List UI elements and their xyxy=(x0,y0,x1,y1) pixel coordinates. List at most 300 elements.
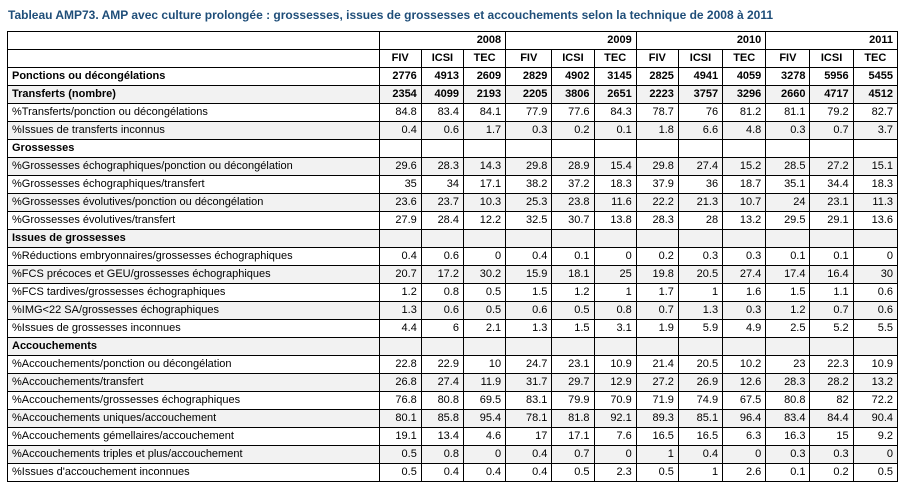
value-cell: 83.1 xyxy=(506,392,552,410)
value-cell: 28.5 xyxy=(766,158,810,176)
value-cell: 4717 xyxy=(810,86,853,104)
section-label: Issues de grossesses xyxy=(8,230,380,248)
value-cell: 27.4 xyxy=(421,374,463,392)
value-cell xyxy=(766,230,810,248)
value-cell: 28.3 xyxy=(766,374,810,392)
value-cell xyxy=(723,230,766,248)
table-row xyxy=(8,284,898,302)
value-cell xyxy=(379,230,421,248)
value-cell: 1 xyxy=(678,284,722,302)
value-cell: 1.8 xyxy=(636,122,678,140)
value-cell: 20.5 xyxy=(678,356,722,374)
value-cell: 82.7 xyxy=(853,104,897,122)
value-cell: 5455 xyxy=(853,68,897,86)
value-cell: 83.4 xyxy=(421,104,463,122)
technique-header: TEC xyxy=(853,50,897,68)
technique-header: TEC xyxy=(463,50,505,68)
value-cell: 37.2 xyxy=(552,176,594,194)
value-cell: 3145 xyxy=(594,68,636,86)
value-cell: 13.6 xyxy=(853,212,897,230)
technique-header: FIV xyxy=(506,50,552,68)
value-cell: 5.9 xyxy=(678,320,722,338)
table-row xyxy=(8,248,898,266)
value-cell: 0.4 xyxy=(506,446,552,464)
value-cell: 0.1 xyxy=(810,248,853,266)
value-cell: 4.8 xyxy=(723,122,766,140)
value-cell: 12.2 xyxy=(463,212,505,230)
value-cell: 1.2 xyxy=(379,284,421,302)
value-cell: 71.9 xyxy=(636,392,678,410)
value-cell: 0.4 xyxy=(421,464,463,482)
value-cell: 82 xyxy=(810,392,853,410)
value-cell: 0.6 xyxy=(421,122,463,140)
value-cell xyxy=(379,140,421,158)
value-cell: 24.7 xyxy=(506,356,552,374)
value-cell: 18.7 xyxy=(723,176,766,194)
value-cell: 2776 xyxy=(379,68,421,86)
value-cell: 17.1 xyxy=(552,428,594,446)
value-cell: 11.6 xyxy=(594,194,636,212)
value-cell: 20.5 xyxy=(678,266,722,284)
value-cell xyxy=(636,230,678,248)
value-cell: 30.7 xyxy=(552,212,594,230)
value-cell: 11.3 xyxy=(853,194,897,212)
value-cell: 17 xyxy=(506,428,552,446)
value-cell: 28.9 xyxy=(552,158,594,176)
table-row xyxy=(8,356,898,374)
value-cell: 28.3 xyxy=(421,158,463,176)
value-cell: 23.1 xyxy=(810,194,853,212)
value-cell xyxy=(463,230,505,248)
value-cell: 13.4 xyxy=(421,428,463,446)
value-cell: 78.1 xyxy=(506,410,552,428)
value-cell: 0.2 xyxy=(810,464,853,482)
value-cell: 92.1 xyxy=(594,410,636,428)
row-label: %Accouchements triples et plus/accouchement xyxy=(8,446,380,464)
value-cell: 0.2 xyxy=(636,248,678,266)
value-cell: 13.2 xyxy=(723,212,766,230)
value-cell: 84.1 xyxy=(463,104,505,122)
technique-header: TEC xyxy=(594,50,636,68)
value-cell: 0.2 xyxy=(552,122,594,140)
value-cell: 1.7 xyxy=(636,284,678,302)
value-cell: 12.9 xyxy=(594,374,636,392)
section-row xyxy=(8,140,898,158)
value-cell xyxy=(594,140,636,158)
value-cell: 24 xyxy=(766,194,810,212)
value-cell: 0.5 xyxy=(853,464,897,482)
row-label: %Accouchements uniques/accouchement xyxy=(8,410,380,428)
value-cell: 1 xyxy=(678,464,722,482)
value-cell: 15 xyxy=(810,428,853,446)
value-cell: 13.8 xyxy=(594,212,636,230)
value-cell: 95.4 xyxy=(463,410,505,428)
value-cell: 89.3 xyxy=(636,410,678,428)
value-cell: 4941 xyxy=(678,68,722,86)
value-cell: 0.3 xyxy=(766,446,810,464)
value-cell: 32.5 xyxy=(506,212,552,230)
value-cell: 0.3 xyxy=(810,446,853,464)
value-cell: 29.8 xyxy=(636,158,678,176)
value-cell: 0.4 xyxy=(506,248,552,266)
value-cell: 4512 xyxy=(853,86,897,104)
value-cell: 38.2 xyxy=(506,176,552,194)
value-cell: 0.7 xyxy=(552,446,594,464)
value-cell: 3.7 xyxy=(853,122,897,140)
value-cell: 3806 xyxy=(552,86,594,104)
value-cell xyxy=(678,230,722,248)
value-cell: 2660 xyxy=(766,86,810,104)
technique-header: FIV xyxy=(636,50,678,68)
value-cell: 0.5 xyxy=(636,464,678,482)
amp-data-table xyxy=(7,31,898,482)
value-cell: 30 xyxy=(853,266,897,284)
value-cell: 1.5 xyxy=(552,320,594,338)
value-cell xyxy=(853,140,897,158)
value-cell: 4.4 xyxy=(379,320,421,338)
value-cell: 1.2 xyxy=(552,284,594,302)
row-label: %Accouchements gémellaires/accouchement xyxy=(8,428,380,446)
value-cell: 0.1 xyxy=(552,248,594,266)
value-cell xyxy=(678,140,722,158)
value-cell: 0 xyxy=(723,446,766,464)
value-cell xyxy=(463,338,505,356)
value-cell: 0 xyxy=(594,248,636,266)
value-cell: 14.3 xyxy=(463,158,505,176)
value-cell xyxy=(636,338,678,356)
technique-header: ICSI xyxy=(810,50,853,68)
value-cell: 0.8 xyxy=(594,302,636,320)
value-cell: 2829 xyxy=(506,68,552,86)
value-cell: 23.6 xyxy=(379,194,421,212)
value-cell: 69.5 xyxy=(463,392,505,410)
value-cell: 0 xyxy=(463,248,505,266)
value-cell: 10.3 xyxy=(463,194,505,212)
value-cell: 0.6 xyxy=(853,284,897,302)
table-row xyxy=(8,176,898,194)
value-cell: 5.5 xyxy=(853,320,897,338)
value-cell: 1.5 xyxy=(766,284,810,302)
row-label: %Réductions embryonnaires/grossesses échographiques xyxy=(8,248,380,266)
value-cell: 22.3 xyxy=(810,356,853,374)
value-cell: 34.4 xyxy=(810,176,853,194)
value-cell: 27.2 xyxy=(810,158,853,176)
value-cell: 0 xyxy=(853,446,897,464)
value-cell: 29.7 xyxy=(552,374,594,392)
row-label: %Grossesses évolutives/transfert xyxy=(8,212,380,230)
value-cell: 0.7 xyxy=(810,302,853,320)
value-cell xyxy=(506,140,552,158)
value-cell: 78.7 xyxy=(636,104,678,122)
value-cell: 2193 xyxy=(463,86,505,104)
table-row xyxy=(8,374,898,392)
value-cell: 28.4 xyxy=(421,212,463,230)
table-row xyxy=(8,158,898,176)
year-header: 2008 xyxy=(379,32,506,50)
value-cell: 0.8 xyxy=(421,446,463,464)
value-cell: 1.6 xyxy=(723,284,766,302)
section-label: Grossesses xyxy=(8,140,380,158)
value-cell: 23 xyxy=(766,356,810,374)
value-cell: 27.9 xyxy=(379,212,421,230)
value-cell: 0.4 xyxy=(506,464,552,482)
technique-header: FIV xyxy=(766,50,810,68)
section-row xyxy=(8,230,898,248)
value-cell: 15.2 xyxy=(723,158,766,176)
value-cell xyxy=(552,140,594,158)
table-row xyxy=(8,86,898,104)
value-cell: 34 xyxy=(421,176,463,194)
value-cell: 5.2 xyxy=(810,320,853,338)
value-cell: 21.4 xyxy=(636,356,678,374)
value-cell: 9.2 xyxy=(853,428,897,446)
value-cell: 1.7 xyxy=(463,122,505,140)
table-row xyxy=(8,266,898,284)
value-cell: 1.9 xyxy=(636,320,678,338)
row-label: %Accouchements/ponction ou décongélation xyxy=(8,356,380,374)
value-cell: 1 xyxy=(594,284,636,302)
value-cell: 0.5 xyxy=(463,302,505,320)
value-cell: 28.2 xyxy=(810,374,853,392)
value-cell: 18.3 xyxy=(594,176,636,194)
row-label: %Transferts/ponction ou décongélations xyxy=(8,104,380,122)
value-cell xyxy=(810,230,853,248)
value-cell: 2825 xyxy=(636,68,678,86)
value-cell: 11.9 xyxy=(463,374,505,392)
value-cell: 17.2 xyxy=(421,266,463,284)
table-row xyxy=(8,446,898,464)
value-cell: 1.3 xyxy=(379,302,421,320)
value-cell xyxy=(506,338,552,356)
value-cell: 0.5 xyxy=(379,464,421,482)
value-cell xyxy=(421,140,463,158)
value-cell: 4.9 xyxy=(723,320,766,338)
value-cell: 85.8 xyxy=(421,410,463,428)
value-cell: 3278 xyxy=(766,68,810,86)
value-cell: 2609 xyxy=(463,68,505,86)
section-label: Accouchements xyxy=(8,338,380,356)
value-cell: 4059 xyxy=(723,68,766,86)
value-cell: 15.1 xyxy=(853,158,897,176)
technique-header: TEC xyxy=(723,50,766,68)
value-cell: 81.1 xyxy=(766,104,810,122)
value-cell: 25.3 xyxy=(506,194,552,212)
value-cell: 36 xyxy=(678,176,722,194)
year-header: 2010 xyxy=(636,32,766,50)
value-cell: 26.9 xyxy=(678,374,722,392)
value-cell xyxy=(766,140,810,158)
table-row xyxy=(8,302,898,320)
technique-header: ICSI xyxy=(678,50,722,68)
value-cell: 23.1 xyxy=(552,356,594,374)
table-title: Tableau AMP73. AMP avec culture prolongée : grossesses, issues de grossesses et accouchements selon la technique de 2008 à 2011 xyxy=(8,8,773,22)
value-cell: 4.6 xyxy=(463,428,505,446)
value-cell: 0.3 xyxy=(506,122,552,140)
value-cell: 3.1 xyxy=(594,320,636,338)
value-cell xyxy=(594,338,636,356)
row-label: %Grossesses échographiques/ponction ou décongélation xyxy=(8,158,380,176)
value-cell: 16.5 xyxy=(636,428,678,446)
value-cell xyxy=(853,338,897,356)
value-cell: 80.8 xyxy=(421,392,463,410)
year-header: 2011 xyxy=(766,32,898,50)
value-cell: 15.9 xyxy=(506,266,552,284)
value-cell xyxy=(723,338,766,356)
value-cell: 0.7 xyxy=(636,302,678,320)
row-label: %Issues d'accouchement inconnues xyxy=(8,464,380,482)
value-cell: 0.6 xyxy=(506,302,552,320)
value-cell: 10.7 xyxy=(723,194,766,212)
value-cell: 23.8 xyxy=(552,194,594,212)
section-row xyxy=(8,338,898,356)
row-label: %Grossesses échographiques/transfert xyxy=(8,176,380,194)
row-label: %Accouchements/transfert xyxy=(8,374,380,392)
value-cell: 0.1 xyxy=(766,248,810,266)
value-cell: 4902 xyxy=(552,68,594,86)
value-cell: 28 xyxy=(678,212,722,230)
value-cell: 79.9 xyxy=(552,392,594,410)
value-cell: 17.4 xyxy=(766,266,810,284)
value-cell xyxy=(421,338,463,356)
value-cell: 30.2 xyxy=(463,266,505,284)
value-cell: 0.1 xyxy=(594,122,636,140)
value-cell: 6.3 xyxy=(723,428,766,446)
value-cell: 84.3 xyxy=(594,104,636,122)
value-cell: 25 xyxy=(594,266,636,284)
value-cell: 84.4 xyxy=(810,410,853,428)
value-cell: 0.6 xyxy=(421,248,463,266)
value-cell: 18.3 xyxy=(853,176,897,194)
value-cell xyxy=(636,140,678,158)
value-cell: 10.9 xyxy=(594,356,636,374)
value-cell: 3296 xyxy=(723,86,766,104)
row-label: %FCS tardives/grossesses échographiques xyxy=(8,284,380,302)
value-cell: 31.7 xyxy=(506,374,552,392)
value-cell xyxy=(723,140,766,158)
value-cell xyxy=(594,230,636,248)
header-label-cell xyxy=(8,50,380,68)
value-cell: 83.4 xyxy=(766,410,810,428)
header-corner-cell xyxy=(8,32,380,50)
technique-header: ICSI xyxy=(552,50,594,68)
value-cell xyxy=(506,230,552,248)
value-cell: 27.2 xyxy=(636,374,678,392)
value-cell: 21.3 xyxy=(678,194,722,212)
value-cell: 5956 xyxy=(810,68,853,86)
row-label: Transferts (nombre) xyxy=(8,86,380,104)
value-cell: 1.5 xyxy=(506,284,552,302)
row-label: Ponctions ou décongélations xyxy=(8,68,380,86)
value-cell: 74.9 xyxy=(678,392,722,410)
value-cell: 22.9 xyxy=(421,356,463,374)
value-cell: 84.8 xyxy=(379,104,421,122)
technique-header: ICSI xyxy=(421,50,463,68)
value-cell: 29.1 xyxy=(810,212,853,230)
header-year-row xyxy=(8,32,898,50)
value-cell: 1.3 xyxy=(506,320,552,338)
row-label: %Issues de grossesses inconnues xyxy=(8,320,380,338)
value-cell: 0.4 xyxy=(678,446,722,464)
value-cell: 0.6 xyxy=(853,302,897,320)
table-row xyxy=(8,392,898,410)
table-row xyxy=(8,428,898,446)
value-cell: 67.5 xyxy=(723,392,766,410)
value-cell xyxy=(552,338,594,356)
value-cell: 80.8 xyxy=(766,392,810,410)
value-cell xyxy=(810,338,853,356)
value-cell: 77.9 xyxy=(506,104,552,122)
value-cell: 10.9 xyxy=(853,356,897,374)
row-label: %FCS précoces et GEU/grossesses échographiques xyxy=(8,266,380,284)
value-cell: 16.5 xyxy=(678,428,722,446)
value-cell xyxy=(463,140,505,158)
value-cell: 0 xyxy=(463,446,505,464)
value-cell: 2651 xyxy=(594,86,636,104)
value-cell: 12.6 xyxy=(723,374,766,392)
value-cell: 18.1 xyxy=(552,266,594,284)
value-cell: 10.2 xyxy=(723,356,766,374)
value-cell: 0.3 xyxy=(678,248,722,266)
value-cell: 19.1 xyxy=(379,428,421,446)
table-row xyxy=(8,68,898,86)
value-cell: 4099 xyxy=(421,86,463,104)
value-cell: 0.3 xyxy=(723,302,766,320)
year-header: 2009 xyxy=(506,32,637,50)
value-cell: 70.9 xyxy=(594,392,636,410)
value-cell: 76.8 xyxy=(379,392,421,410)
value-cell: 35.1 xyxy=(766,176,810,194)
value-cell xyxy=(379,338,421,356)
value-cell: 0.4 xyxy=(379,122,421,140)
value-cell: 2.1 xyxy=(463,320,505,338)
value-cell: 1 xyxy=(636,446,678,464)
value-cell: 0.7 xyxy=(810,122,853,140)
value-cell: 20.7 xyxy=(379,266,421,284)
value-cell: 1.3 xyxy=(678,302,722,320)
value-cell: 3757 xyxy=(678,86,722,104)
table-row xyxy=(8,194,898,212)
row-label: %Accouchements/grossesses échographiques xyxy=(8,392,380,410)
value-cell: 0 xyxy=(853,248,897,266)
value-cell: 29.5 xyxy=(766,212,810,230)
value-cell: 0.5 xyxy=(379,446,421,464)
value-cell: 1.1 xyxy=(810,284,853,302)
value-cell xyxy=(421,230,463,248)
value-cell: 17.1 xyxy=(463,176,505,194)
value-cell: 2223 xyxy=(636,86,678,104)
value-cell: 22.8 xyxy=(379,356,421,374)
value-cell: 96.4 xyxy=(723,410,766,428)
value-cell xyxy=(678,338,722,356)
value-cell: 80.1 xyxy=(379,410,421,428)
value-cell: 1.2 xyxy=(766,302,810,320)
table-row xyxy=(8,410,898,428)
value-cell: 7.6 xyxy=(594,428,636,446)
value-cell: 6 xyxy=(421,320,463,338)
value-cell: 6.6 xyxy=(678,122,722,140)
table-row xyxy=(8,104,898,122)
technique-header: FIV xyxy=(379,50,421,68)
value-cell xyxy=(810,140,853,158)
value-cell: 0.6 xyxy=(421,302,463,320)
value-cell: 81.2 xyxy=(723,104,766,122)
header-technique-row xyxy=(8,50,898,68)
value-cell xyxy=(853,230,897,248)
value-cell: 29.6 xyxy=(379,158,421,176)
value-cell: 72.2 xyxy=(853,392,897,410)
value-cell: 35 xyxy=(379,176,421,194)
value-cell: 2.3 xyxy=(594,464,636,482)
